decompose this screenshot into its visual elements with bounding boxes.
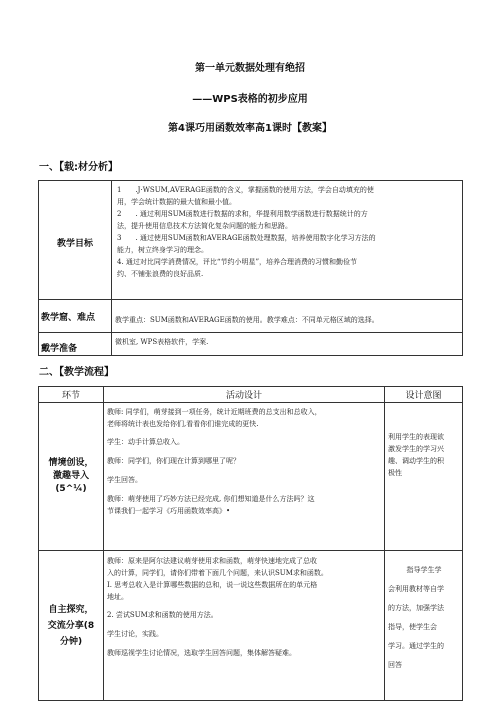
text-line: 回答 [388, 661, 402, 669]
stage-text: 分钟) [59, 636, 83, 647]
text-line: 约、不铺张浪费的良好品质. [117, 270, 204, 278]
stage-cell [39, 403, 104, 551]
stage-text: 自主探究， [48, 604, 94, 615]
objectives-text [117, 184, 459, 280]
text-line: 微机室, WPS表格软件，学案. [115, 338, 209, 346]
text-line: 能力，树立终身学习的理念。 [117, 246, 208, 254]
material-analysis-table [38, 180, 463, 356]
preparation-cell [112, 333, 463, 356]
text-line: 3 . 通过使用SUM函数和AVERAGE函数处理数据，培养使用数字化学习方法的 [117, 234, 376, 242]
document-title: 第一单元数据处理有绝招 [195, 63, 305, 74]
text-line: 入的计算，同学们，请你们带着下面几个问题，来认识SUM求和函数。 [107, 569, 328, 577]
activity-cell [104, 403, 385, 551]
text-line: 利用学生的表现欲 [388, 433, 444, 441]
table-row [39, 403, 463, 551]
text-line: 学生讨论，实践。 [107, 630, 163, 638]
text-line: 指导，使学生会 [388, 623, 437, 631]
stage-text: 交流分享(8 [47, 620, 95, 631]
text-line: 极性 [388, 469, 402, 477]
text-line: 法，提升使用信息技术方法简化复杂问题的能力和思路。 [117, 222, 292, 230]
row-label-cell [39, 300, 112, 333]
text-line: 的方法，加强学法 [388, 604, 444, 612]
text-line: 教学重点：SUM函数和AVERAGE函数的使用。教学难点：不同单元格区域的选择。 [115, 316, 379, 324]
stage-cell [39, 551, 104, 701]
text-line: I. 思考总收入是计算哪些数据的总和，说一说这些数据所在的单元格 [107, 581, 318, 589]
column-header: 活动设计 [104, 387, 385, 403]
row-label: 戴学准备 [41, 344, 78, 354]
row-label-cell [39, 333, 112, 356]
text-line: 4. 通过对比同学消费情况，评比“节约小明星”，培养合理消费的习惯和勤俭节 [117, 258, 358, 266]
column-header: 设计意图 [385, 387, 463, 403]
text-line: 教师：萌芽使用了巧妙方法已经完成, 你们想知道是什么方法吗？这 [107, 495, 315, 503]
text-line: 地址。 [107, 593, 128, 601]
activity-text [107, 406, 382, 517]
text-line: 趣、调动学生的积 [388, 457, 444, 465]
table-row [39, 551, 463, 701]
text-line: 指导学生学 [406, 566, 442, 574]
table-row [39, 181, 463, 300]
text-line: 1 .J·WSUM,AVERAGE函数的含义，掌握函数的使用方法，学会自动填充的使 [117, 186, 374, 194]
text-line: 学生：动手计算总收入。 [107, 438, 184, 446]
activity-cell [104, 551, 385, 701]
intent-cell [385, 551, 463, 701]
teaching-process-table [38, 386, 463, 701]
text-line: 学习。通过学生的 [388, 642, 444, 650]
row-label: 教学目标 [56, 238, 93, 249]
section-heading-teaching-process: 二、【教学流程】 [39, 367, 114, 378]
table-header-row [39, 387, 463, 403]
column-header: 环节 [39, 387, 104, 403]
table-row [39, 300, 463, 333]
intent-text [388, 561, 460, 675]
text-line: 用，学会统计数据的最大值和最小值。 [117, 198, 236, 206]
text-line: 教师：原来是阿尔法建议萌芽使用求和函数，萌芽快速地完成了总收 [107, 557, 317, 565]
lesson-title: 第4课巧用函数效率高1课时【教案】 [168, 123, 332, 134]
text-line: 教师：同学们，你们现在计算到哪里了呢？ [107, 457, 240, 465]
text-line: 老师将统计表也发给你们,看看你们谁完成的更快. [107, 420, 259, 428]
intent-cell [385, 403, 463, 551]
text-line: 教师: 同学们，萌芽接到一项任务，统计近期班费的总支出和总收入， [107, 408, 322, 416]
row-label: 教学窟、难点 [41, 313, 96, 323]
stage-text: (5^¼) [55, 484, 87, 494]
intent-text [388, 431, 460, 479]
text-line: 激发学生的学习兴 [388, 445, 444, 453]
text-line: 教师巡视学生讨论情况，选取学生回答问题，集体解答疑难。 [107, 649, 296, 657]
text-line: 2. 尝试SUM求和函数的使用方法。 [107, 611, 218, 619]
text-line: 学生回答。 [107, 476, 142, 484]
activity-text [107, 555, 382, 659]
key-points-cell [112, 300, 463, 333]
row-label-cell [39, 181, 112, 300]
section-heading-material-analysis: 一、【载:材分析】 [39, 162, 118, 173]
table-row [39, 333, 463, 356]
text-line: 节课我们一起学习《巧用函数效率高》• [107, 507, 231, 515]
text-line: 2 . 通过利用SUM函数进行数据的求和，华提利用数学函数进行数据统计的方 [117, 210, 368, 218]
text-line: 会利用教材等自学 [388, 585, 444, 593]
stage-text: 激趣导入 [52, 471, 89, 481]
objectives-cell [112, 181, 463, 300]
document-subtitle: ——WPS表格的初步应用 [192, 94, 308, 105]
stage-text: 情境创设， [48, 458, 94, 468]
